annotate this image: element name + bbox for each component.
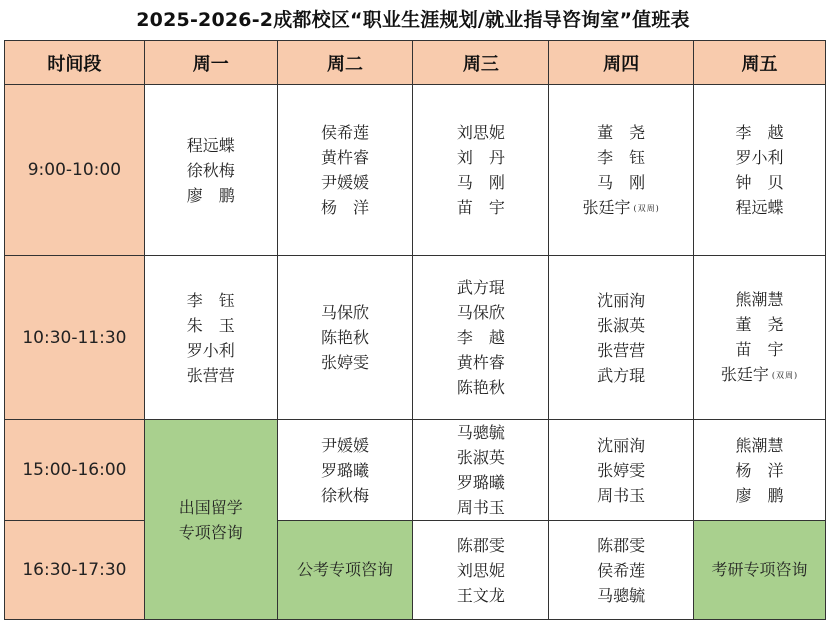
staff-name: 周书玉 <box>456 498 505 517</box>
study-abroad-consult-cell <box>144 420 277 620</box>
staff-name: 刘 丹 <box>456 148 505 167</box>
time-slot-cell: 10:30-11:30 <box>5 256 145 420</box>
duty-cell-fri <box>694 256 826 420</box>
staff-name: 尹媛媛 <box>321 435 370 455</box>
time-slot-cell: 16:30-17:30 <box>5 521 145 620</box>
staff-name: 陈艳秋 <box>321 328 370 347</box>
staff-name: 罗小利 <box>735 148 784 167</box>
staff-name: 熊潮慧 <box>735 290 784 309</box>
page-title: 2025-2026-2成都校区“职业生涯规划/就业指导咨询室”值班表 <box>136 9 690 31</box>
duty-cell-tue <box>277 256 413 420</box>
staff-name: 陈郡雯 <box>597 535 646 555</box>
staff-name: 马骢毓 <box>597 585 646 605</box>
staff-name: 杨 洋 <box>735 460 784 480</box>
staff-name: 马骢毓 <box>456 423 505 442</box>
duty-cell-thu <box>549 85 694 256</box>
duty-cell-thu <box>549 521 694 620</box>
duty-cell-fri <box>694 420 826 521</box>
staff-name: 马保欣 <box>321 303 370 322</box>
duty-cell-wed <box>413 420 549 521</box>
duty-cell-tue <box>277 85 413 256</box>
staff-name: 徐秋梅 <box>186 160 235 180</box>
staff-name: 刘思妮 <box>456 560 505 580</box>
staff-name: 罗小利 <box>186 340 235 360</box>
staff-name: 张营营 <box>186 365 235 385</box>
staff-name: 陈郡雯 <box>456 535 505 555</box>
staff-name: 朱 玉 <box>186 315 235 335</box>
staff-name: 罗璐曦 <box>456 473 505 492</box>
header-row <box>5 41 826 85</box>
staff-name: 尹媛媛 <box>321 173 370 192</box>
staff-name: 王文龙 <box>456 585 505 605</box>
header-thursday: 周四 <box>549 41 694 85</box>
staff-name: 张淑英 <box>597 315 646 335</box>
staff-name: 马保欣 <box>456 303 505 322</box>
staff-name: 李 越 <box>456 328 505 347</box>
staff-name: 李 越 <box>735 123 784 142</box>
duty-cell-tue <box>277 420 413 521</box>
time-slot-cell: 15:00-16:00 <box>5 420 145 521</box>
staff-name: 钟 贝 <box>735 173 784 192</box>
staff-name: 张婷雯 <box>321 353 370 372</box>
staff-name: 程远蝶 <box>735 198 784 217</box>
special-label: 专项咨询 <box>178 522 243 542</box>
table-row <box>5 521 826 620</box>
staff-name: 董 尧 <box>735 315 784 334</box>
special-label: 考研专项咨询 <box>711 560 808 579</box>
biweekly-note: (双周) <box>771 371 799 380</box>
duty-cell-wed <box>413 256 549 420</box>
staff-name: 陈艳秋 <box>456 378 505 397</box>
staff-name: 侯希莲 <box>597 560 646 580</box>
postgrad-exam-consult-cell <box>694 521 826 620</box>
staff-name: 罗璐曦 <box>321 460 370 480</box>
staff-name: 沈丽洵 <box>597 435 646 455</box>
staff-name: 马 刚 <box>456 173 505 192</box>
biweekly-note: (双周) <box>633 203 660 213</box>
staff-name: 李 钰 <box>186 290 235 310</box>
staff-name: 侯希莲 <box>321 123 370 142</box>
special-label: 公考专项咨询 <box>297 560 394 579</box>
staff-name: 董 尧 <box>597 122 646 142</box>
duty-cell-mon <box>144 85 277 256</box>
staff-name-text: 张廷宇 <box>720 365 769 384</box>
staff-name <box>694 362 825 388</box>
staff-name: 张婷雯 <box>597 460 646 480</box>
staff-name: 张营营 <box>597 340 646 360</box>
special-label: 出国留学 <box>178 497 243 517</box>
staff-name: 廖 鹏 <box>735 485 784 505</box>
staff-name: 熊潮慧 <box>735 435 784 455</box>
staff-name: 黄杵睿 <box>321 148 370 167</box>
duty-roster-table <box>4 40 826 620</box>
duty-cell-mon <box>144 256 277 420</box>
header-tuesday: 周二 <box>277 41 413 85</box>
civil-service-consult-cell <box>277 521 413 620</box>
staff-name: 苗 宇 <box>456 198 505 217</box>
duty-cell-wed <box>413 521 549 620</box>
header-monday: 周一 <box>144 41 277 85</box>
duty-cell-fri <box>694 85 826 256</box>
table-row <box>5 420 826 521</box>
staff-name: 刘思妮 <box>456 123 505 142</box>
staff-name: 张淑英 <box>456 448 505 467</box>
staff-name: 马 刚 <box>597 172 646 192</box>
duty-cell-thu <box>549 420 694 521</box>
header-friday: 周五 <box>694 41 826 85</box>
header-time-slot: 时间段 <box>5 41 145 85</box>
duty-cell-wed <box>413 85 549 256</box>
staff-name: 黄杵睿 <box>456 353 505 372</box>
staff-name: 武方琨 <box>597 365 646 385</box>
staff-name: 徐秋梅 <box>321 485 370 505</box>
header-wednesday: 周三 <box>413 41 549 85</box>
staff-name: 李 钰 <box>597 147 646 167</box>
duty-cell-thu <box>549 256 694 420</box>
table-row <box>5 256 826 420</box>
table-row <box>5 85 826 256</box>
staff-name <box>549 195 693 221</box>
staff-name: 廖 鹏 <box>186 185 235 205</box>
time-slot-cell: 9:00-10:00 <box>5 85 145 256</box>
staff-name: 沈丽洵 <box>597 290 646 310</box>
staff-name: 程远蝶 <box>186 135 235 155</box>
staff-name-text: 张廷宇 <box>582 197 631 217</box>
staff-name: 杨 洋 <box>321 198 370 217</box>
staff-name: 武方琨 <box>456 278 505 297</box>
staff-name: 苗 宇 <box>735 340 784 359</box>
staff-name: 周书玉 <box>597 485 646 505</box>
